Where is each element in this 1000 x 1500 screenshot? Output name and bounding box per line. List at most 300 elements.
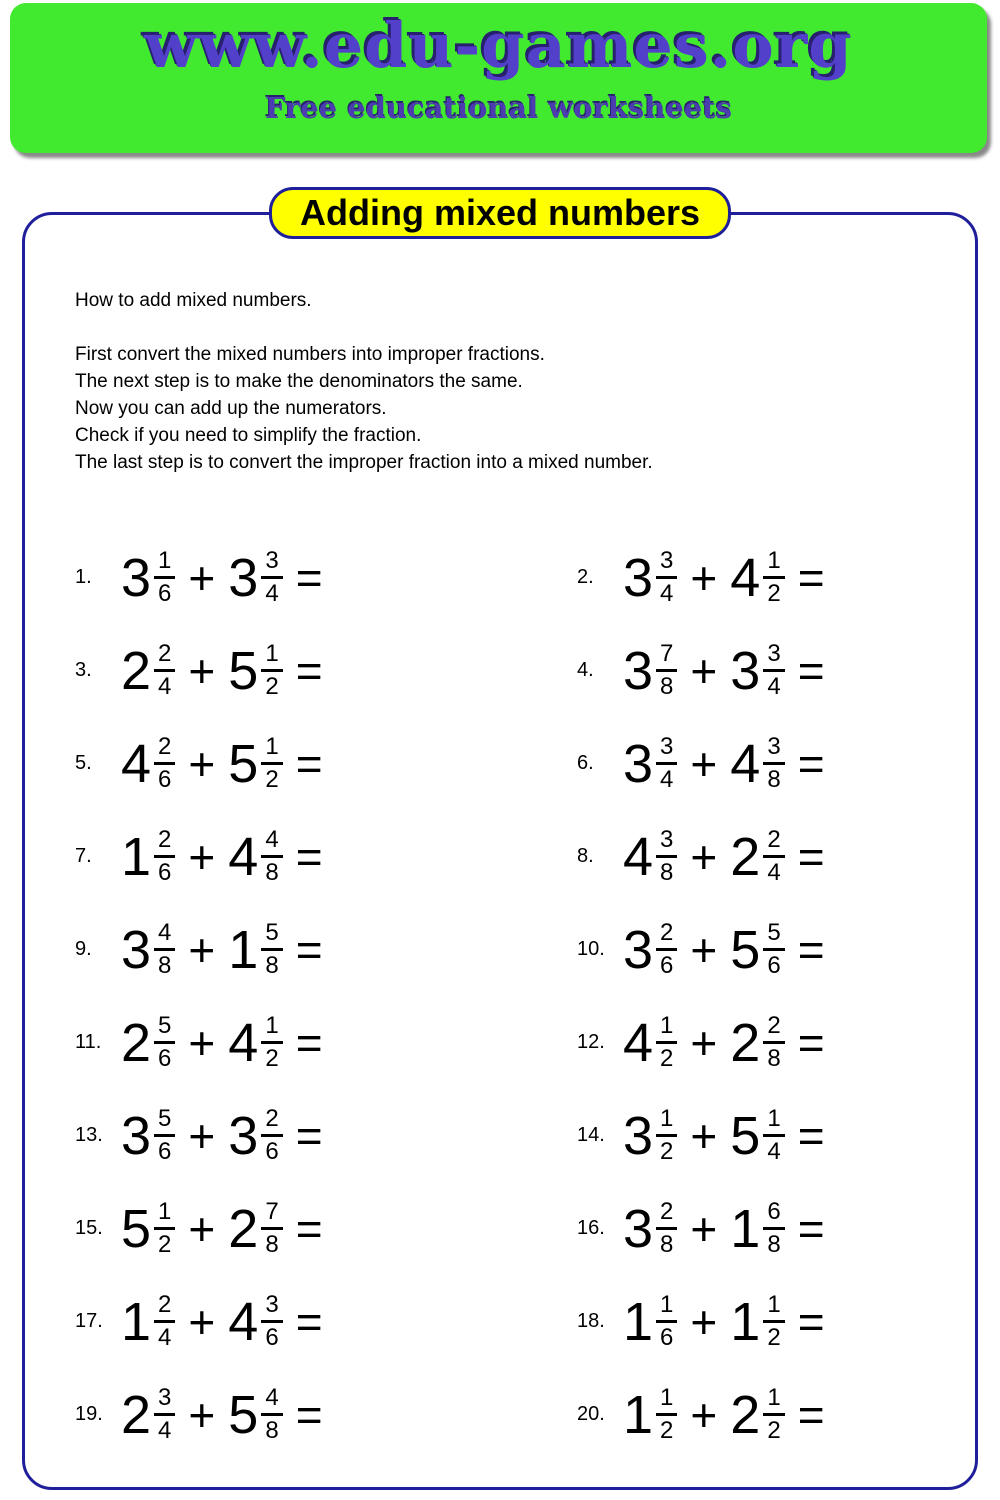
fraction-a <box>656 1014 677 1071</box>
equals-sign: = <box>295 1202 323 1255</box>
fraction-a <box>656 735 677 792</box>
denominator-a: 6 <box>158 580 172 607</box>
fraction-a <box>154 1386 175 1443</box>
denominator-b: 6 <box>265 1324 279 1351</box>
problem-row <box>525 531 975 624</box>
problem-row <box>525 1275 975 1368</box>
numerator-a: 2 <box>154 1293 175 1323</box>
mixed-number-a <box>623 735 677 792</box>
denominator-a: 6 <box>660 1324 674 1351</box>
problem-expression <box>623 642 825 699</box>
problem-expression <box>121 1107 323 1164</box>
problem-number: 10. <box>577 938 605 960</box>
mixed-number-b <box>730 1386 784 1443</box>
plus-sign: + <box>188 1016 216 1069</box>
instruction-line: The next step is to make the denominators the same. <box>75 371 523 392</box>
mixed-number-b <box>228 1107 282 1164</box>
fraction-b <box>261 1200 282 1257</box>
plus-sign: + <box>188 1388 216 1441</box>
whole-number-b: 2 <box>730 1384 761 1445</box>
denominator-b: 4 <box>767 673 781 700</box>
plus-sign: + <box>690 1202 718 1255</box>
problem-expression <box>623 1200 825 1257</box>
plus-sign: + <box>690 1109 718 1162</box>
denominator-b: 8 <box>265 1231 279 1258</box>
whole-number-b: 5 <box>730 919 761 980</box>
numerator-a: 5 <box>154 1107 175 1137</box>
equals-sign: = <box>295 1016 323 1069</box>
mixed-number-b <box>730 1107 784 1164</box>
numerator-b: 1 <box>763 1293 784 1323</box>
equals-sign: = <box>797 923 825 976</box>
plus-sign: + <box>188 830 216 883</box>
equals-sign: = <box>295 737 323 790</box>
mixed-number-a <box>121 642 175 699</box>
equals-sign: = <box>295 644 323 697</box>
fraction-a <box>154 828 175 885</box>
site-banner <box>10 3 987 153</box>
numerator-a: 1 <box>154 1200 175 1230</box>
whole-number-b: 3 <box>730 640 761 701</box>
numerator-b: 5 <box>261 921 282 951</box>
fraction-b <box>261 642 282 699</box>
fraction-a <box>656 642 677 699</box>
whole-number-a: 1 <box>623 1291 654 1352</box>
denominator-a: 6 <box>158 1045 172 1072</box>
numerator-a: 5 <box>154 1014 175 1044</box>
equals-sign: = <box>295 1295 323 1348</box>
fraction-a <box>656 828 677 885</box>
mixed-number-b <box>228 1014 282 1071</box>
numerator-b: 1 <box>763 1386 784 1416</box>
whole-number-a: 3 <box>121 547 152 608</box>
denominator-a: 8 <box>660 859 674 886</box>
whole-number-a: 2 <box>121 640 152 701</box>
denominator-a: 6 <box>660 952 674 979</box>
whole-number-a: 3 <box>623 640 654 701</box>
whole-number-a: 2 <box>121 1012 152 1073</box>
fraction-b <box>763 549 784 606</box>
numerator-a: 1 <box>656 1107 677 1137</box>
whole-number-b: 3 <box>228 547 259 608</box>
plus-sign: + <box>188 1109 216 1162</box>
mixed-number-b <box>228 735 282 792</box>
numerator-b: 1 <box>763 549 784 579</box>
problem-row <box>75 1182 525 1275</box>
problems-grid <box>75 531 975 1461</box>
fraction-b <box>261 549 282 606</box>
problem-row <box>525 1368 975 1461</box>
whole-number-a: 4 <box>623 1012 654 1073</box>
equals-sign: = <box>797 1016 825 1069</box>
equals-sign: = <box>797 1109 825 1162</box>
mixed-number-a <box>121 1386 175 1443</box>
fraction-b <box>763 642 784 699</box>
mixed-number-a <box>623 1107 677 1164</box>
numerator-b: 1 <box>763 1107 784 1137</box>
whole-number-b: 4 <box>730 547 761 608</box>
mixed-number-b <box>228 1200 282 1257</box>
problem-expression <box>121 549 323 606</box>
mixed-number-b <box>228 828 282 885</box>
plus-sign: + <box>188 737 216 790</box>
denominator-b: 8 <box>265 1417 279 1444</box>
problem-expression <box>121 1014 323 1071</box>
plus-sign: + <box>188 644 216 697</box>
mixed-number-a <box>623 921 677 978</box>
fraction-a <box>656 1200 677 1257</box>
numerator-a: 2 <box>656 1200 677 1230</box>
whole-number-b: 2 <box>730 826 761 887</box>
denominator-a: 6 <box>158 1138 172 1165</box>
problem-row <box>525 996 975 1089</box>
mixed-number-b <box>228 549 282 606</box>
denominator-b: 8 <box>265 952 279 979</box>
mixed-number-a <box>623 1293 677 1350</box>
fraction-b <box>763 828 784 885</box>
mixed-number-a <box>121 1293 175 1350</box>
problem-row <box>525 624 975 717</box>
whole-number-b: 4 <box>730 733 761 794</box>
numerator-a: 1 <box>656 1386 677 1416</box>
fraction-b <box>261 735 282 792</box>
numerator-a: 3 <box>656 828 677 858</box>
numerator-b: 1 <box>261 1014 282 1044</box>
numerator-b: 1 <box>261 735 282 765</box>
numerator-b: 3 <box>261 1293 282 1323</box>
worksheet-box <box>22 192 978 1490</box>
problem-expression <box>623 828 825 885</box>
numerator-b: 2 <box>763 1014 784 1044</box>
instructions-block <box>75 341 975 476</box>
problem-number: 8. <box>577 845 594 867</box>
equals-sign: = <box>797 737 825 790</box>
numerator-a: 2 <box>154 642 175 672</box>
equals-sign: = <box>797 1388 825 1441</box>
denominator-a: 6 <box>158 766 172 793</box>
fraction-a <box>656 1293 677 1350</box>
denominator-a: 8 <box>158 952 172 979</box>
denominator-b: 6 <box>767 952 781 979</box>
problem-row <box>75 1368 525 1461</box>
problem-number: 15. <box>75 1217 103 1239</box>
fraction-b <box>763 1386 784 1443</box>
whole-number-b: 4 <box>228 1012 259 1073</box>
mixed-number-a <box>623 1014 677 1071</box>
denominator-a: 2 <box>660 1045 674 1072</box>
whole-number-b: 1 <box>730 1198 761 1259</box>
mixed-number-a <box>623 549 677 606</box>
fraction-b <box>261 921 282 978</box>
problem-number: 18. <box>577 1310 605 1332</box>
mixed-number-b <box>730 921 784 978</box>
instruction-line: First convert the mixed numbers into improper fractions. <box>75 344 545 365</box>
whole-number-b: 4 <box>228 1291 259 1352</box>
problem-number: 20. <box>577 1403 605 1425</box>
denominator-a: 4 <box>660 580 674 607</box>
problem-expression <box>121 1200 323 1257</box>
problem-expression <box>121 1293 323 1350</box>
equals-sign: = <box>797 1202 825 1255</box>
equals-sign: = <box>797 1295 825 1348</box>
denominator-a: 4 <box>158 673 172 700</box>
numerator-a: 1 <box>656 1014 677 1044</box>
denominator-a: 8 <box>660 1231 674 1258</box>
denominator-b: 2 <box>767 580 781 607</box>
problem-expression <box>121 921 323 978</box>
numerator-b: 1 <box>261 642 282 672</box>
whole-number-a: 3 <box>121 1105 152 1166</box>
whole-number-b: 4 <box>228 826 259 887</box>
whole-number-a: 3 <box>623 547 654 608</box>
mixed-number-a <box>121 828 175 885</box>
plus-sign: + <box>690 1388 718 1441</box>
problem-number: 6. <box>577 752 594 774</box>
fraction-b <box>763 1293 784 1350</box>
plus-sign: + <box>690 923 718 976</box>
whole-number-a: 3 <box>623 919 654 980</box>
problem-number: 19. <box>75 1403 103 1425</box>
equals-sign: = <box>295 923 323 976</box>
numerator-b: 3 <box>763 642 784 672</box>
whole-number-a: 1 <box>623 1384 654 1445</box>
problem-expression <box>121 642 323 699</box>
problem-row <box>525 903 975 996</box>
plus-sign: + <box>188 1295 216 1348</box>
plus-sign: + <box>690 551 718 604</box>
problem-expression <box>623 921 825 978</box>
denominator-a: 4 <box>158 1417 172 1444</box>
problem-row <box>525 1182 975 1275</box>
numerator-b: 6 <box>763 1200 784 1230</box>
problem-row <box>75 1089 525 1182</box>
problem-expression <box>121 735 323 792</box>
fraction-a <box>154 1200 175 1257</box>
denominator-b: 4 <box>265 580 279 607</box>
problem-number: 12. <box>577 1031 605 1053</box>
whole-number-a: 1 <box>121 826 152 887</box>
fraction-a <box>154 735 175 792</box>
numerator-b: 3 <box>261 549 282 579</box>
problem-row <box>75 903 525 996</box>
plus-sign: + <box>690 1295 718 1348</box>
denominator-b: 4 <box>767 1138 781 1165</box>
denominator-b: 4 <box>767 859 781 886</box>
whole-number-a: 4 <box>623 826 654 887</box>
problem-number: 17. <box>75 1310 103 1332</box>
numerator-a: 3 <box>656 549 677 579</box>
whole-number-a: 3 <box>623 1105 654 1166</box>
problem-row <box>525 1089 975 1182</box>
mixed-number-a <box>623 1200 677 1257</box>
problem-expression <box>623 1014 825 1071</box>
fraction-b <box>763 735 784 792</box>
problem-expression <box>623 735 825 792</box>
fraction-a <box>154 549 175 606</box>
numerator-a: 2 <box>154 828 175 858</box>
problem-row <box>525 717 975 810</box>
mixed-number-a <box>623 1386 677 1443</box>
fraction-b <box>261 1107 282 1164</box>
fraction-b <box>261 1386 282 1443</box>
denominator-b: 8 <box>767 766 781 793</box>
fraction-a <box>656 1107 677 1164</box>
plus-sign: + <box>690 1016 718 1069</box>
whole-number-b: 3 <box>228 1105 259 1166</box>
whole-number-b: 5 <box>228 1384 259 1445</box>
numerator-b: 7 <box>261 1200 282 1230</box>
fraction-a <box>154 921 175 978</box>
whole-number-b: 1 <box>228 919 259 980</box>
mixed-number-a <box>121 1014 175 1071</box>
problem-number: 13. <box>75 1124 103 1146</box>
plus-sign: + <box>188 923 216 976</box>
whole-number-a: 3 <box>623 1198 654 1259</box>
equals-sign: = <box>797 644 825 697</box>
denominator-b: 8 <box>767 1231 781 1258</box>
numerator-b: 4 <box>261 828 282 858</box>
whole-number-b: 2 <box>228 1198 259 1259</box>
numerator-b: 4 <box>261 1386 282 1416</box>
problem-row <box>75 624 525 717</box>
mixed-number-a <box>121 549 175 606</box>
denominator-a: 8 <box>660 673 674 700</box>
denominator-b: 6 <box>265 1138 279 1165</box>
fraction-b <box>763 1200 784 1257</box>
problem-row <box>75 1275 525 1368</box>
whole-number-b: 1 <box>730 1291 761 1352</box>
problem-expression <box>623 1293 825 1350</box>
mixed-number-b <box>730 1200 784 1257</box>
denominator-b: 2 <box>265 673 279 700</box>
problem-row <box>75 531 525 624</box>
numerator-b: 2 <box>261 1107 282 1137</box>
mixed-number-b <box>228 1386 282 1443</box>
denominator-a: 6 <box>158 859 172 886</box>
mixed-number-a <box>121 921 175 978</box>
mixed-number-b <box>228 1293 282 1350</box>
fraction-b <box>763 1014 784 1071</box>
problem-number: 2. <box>577 566 594 588</box>
problem-number: 16. <box>577 1217 605 1239</box>
mixed-number-a <box>121 1200 175 1257</box>
denominator-a: 4 <box>158 1324 172 1351</box>
denominator-a: 2 <box>158 1231 172 1258</box>
numerator-a: 4 <box>154 921 175 951</box>
equals-sign: = <box>295 551 323 604</box>
denominator-b: 8 <box>767 1045 781 1072</box>
plus-sign: + <box>690 737 718 790</box>
fraction-a <box>656 921 677 978</box>
fraction-a <box>154 1014 175 1071</box>
fraction-a <box>656 1386 677 1443</box>
site-title: www.edu-games.org <box>144 9 853 82</box>
mixed-number-b <box>730 549 784 606</box>
numerator-b: 2 <box>763 828 784 858</box>
denominator-a: 4 <box>660 766 674 793</box>
fraction-b <box>261 1293 282 1350</box>
mixed-number-a <box>623 828 677 885</box>
problem-row <box>75 996 525 1089</box>
problem-number: 1. <box>75 566 92 588</box>
mixed-number-b <box>730 828 784 885</box>
problem-row <box>525 810 975 903</box>
numerator-b: 3 <box>763 735 784 765</box>
site-tagline: Free educational worksheets <box>264 91 733 125</box>
equals-sign: = <box>295 1388 323 1441</box>
fraction-a <box>154 642 175 699</box>
fraction-a <box>154 1293 175 1350</box>
instruction-line: Now you can add up the numerators. <box>75 398 387 419</box>
mixed-number-b <box>730 1014 784 1071</box>
numerator-a: 1 <box>154 549 175 579</box>
instruction-line: Check if you need to simplify the fraction. <box>75 425 422 446</box>
problem-number: 14. <box>577 1124 605 1146</box>
whole-number-b: 5 <box>730 1105 761 1166</box>
fraction-b <box>261 828 282 885</box>
numerator-a: 7 <box>656 642 677 672</box>
denominator-b: 2 <box>265 766 279 793</box>
whole-number-a: 1 <box>121 1291 152 1352</box>
problem-expression <box>623 1107 825 1164</box>
whole-number-a: 4 <box>121 733 152 794</box>
mixed-number-a <box>121 735 175 792</box>
mixed-number-a <box>121 1107 175 1164</box>
worksheet-title: Adding mixed numbers <box>269 187 731 239</box>
whole-number-a: 3 <box>623 733 654 794</box>
denominator-a: 2 <box>660 1417 674 1444</box>
problem-number: 7. <box>75 845 92 867</box>
fraction-a <box>154 1107 175 1164</box>
whole-number-a: 3 <box>121 919 152 980</box>
whole-number-b: 5 <box>228 640 259 701</box>
whole-number-b: 5 <box>228 733 259 794</box>
denominator-a: 2 <box>660 1138 674 1165</box>
numerator-a: 3 <box>154 1386 175 1416</box>
problem-number: 4. <box>577 659 594 681</box>
instruction-line: The last step is to convert the improper fraction into a mixed number. <box>75 452 653 473</box>
whole-number-a: 2 <box>121 1384 152 1445</box>
problem-expression <box>623 549 825 606</box>
plus-sign: + <box>690 644 718 697</box>
equals-sign: = <box>797 830 825 883</box>
mixed-number-b <box>730 1293 784 1350</box>
problem-number: 11. <box>75 1031 102 1053</box>
problem-expression <box>121 1386 323 1443</box>
problem-expression <box>623 1386 825 1443</box>
numerator-a: 3 <box>656 735 677 765</box>
mixed-number-a <box>623 642 677 699</box>
problem-row <box>75 810 525 903</box>
fraction-b <box>763 1107 784 1164</box>
plus-sign: + <box>690 830 718 883</box>
equals-sign: = <box>295 1109 323 1162</box>
problem-expression <box>121 828 323 885</box>
problem-number: 5. <box>75 752 92 774</box>
mixed-number-b <box>228 642 282 699</box>
mixed-number-b <box>228 921 282 978</box>
intro-line: How to add mixed numbers. <box>75 290 312 311</box>
problem-number: 9. <box>75 938 92 960</box>
fraction-b <box>763 921 784 978</box>
whole-number-b: 2 <box>730 1012 761 1073</box>
fraction-b <box>261 1014 282 1071</box>
plus-sign: + <box>188 551 216 604</box>
denominator-b: 2 <box>265 1045 279 1072</box>
problem-number: 3. <box>75 659 92 681</box>
mixed-number-b <box>730 735 784 792</box>
problem-row <box>75 717 525 810</box>
